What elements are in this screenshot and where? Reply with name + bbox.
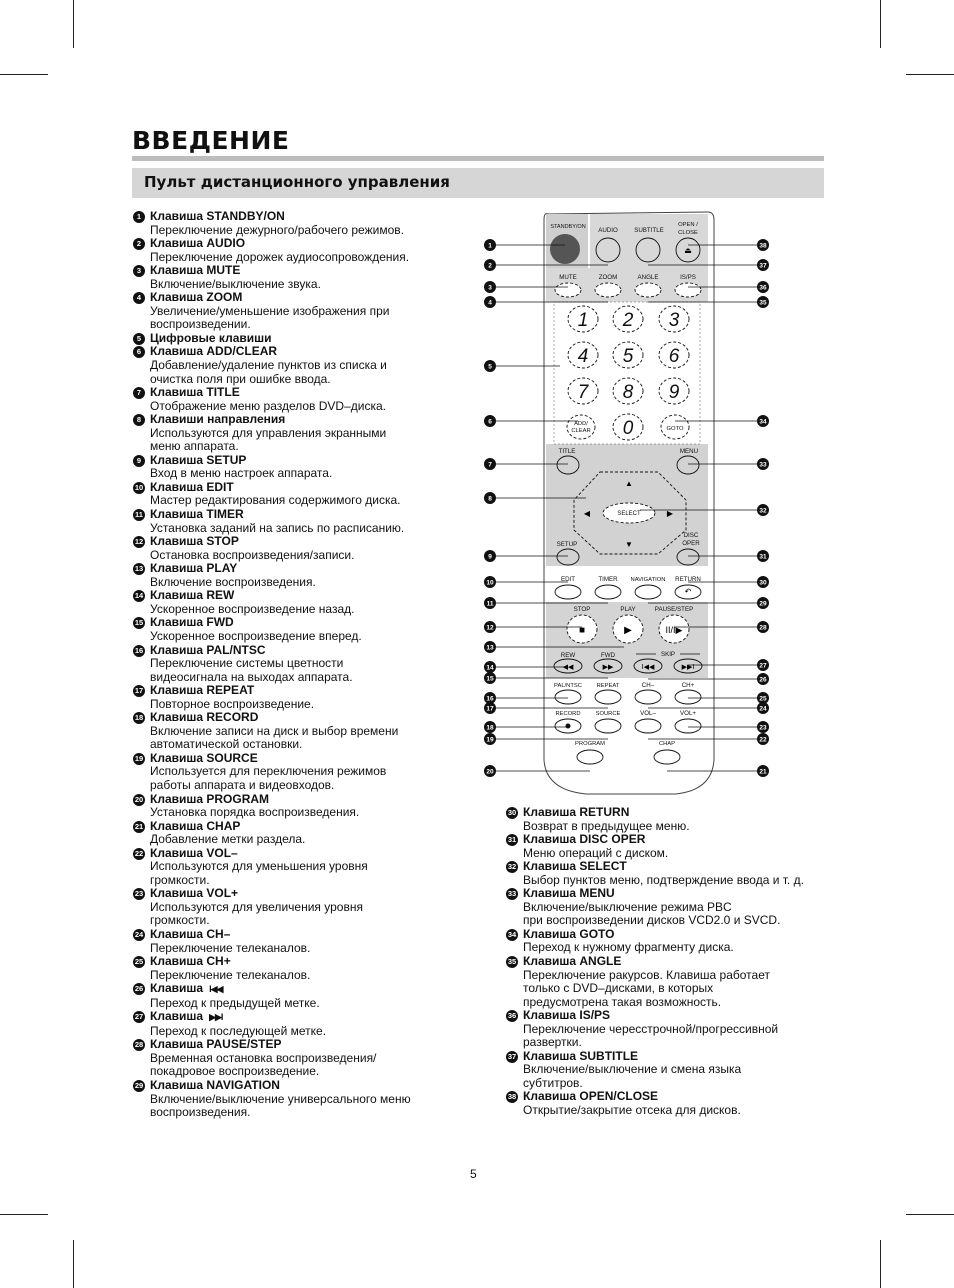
callout-number: 1 xyxy=(133,211,145,223)
callout-number: 21 xyxy=(759,768,767,776)
callout-number: 28 xyxy=(134,1040,144,1050)
callout-number: 8 xyxy=(488,495,492,503)
callout-number: 16 xyxy=(486,695,494,703)
item-title: Клавиша AUDIO xyxy=(150,236,246,251)
callout-number: 3 xyxy=(133,265,145,277)
item-title: Клавиша VOL+ xyxy=(150,886,239,901)
callout-number: 35 xyxy=(759,299,767,307)
item-title: Клавиша NAVIGATION xyxy=(150,1078,280,1092)
stop-icon: ■ xyxy=(578,625,586,636)
callout-number: 15 xyxy=(486,675,494,683)
skip-back-icon: I◀◀ xyxy=(209,984,223,995)
item-title: Клавиша MENU xyxy=(523,886,615,901)
item-description: видеосигнала на выходах аппарата. xyxy=(150,669,353,684)
digit-label: 6 xyxy=(668,346,680,367)
callout-number: 2 xyxy=(488,262,492,270)
item-description: Переключение телеканалов. xyxy=(150,940,311,955)
play-label: PLAY xyxy=(620,606,636,613)
callout-number: 13 xyxy=(486,644,494,652)
item-title: Клавиша SOURCE xyxy=(150,750,258,765)
item-title: Клавиша TIMER xyxy=(150,507,244,522)
item-description: Переход к нужному фрагменту диска. xyxy=(523,940,734,955)
item-title: Клавиша TITLE xyxy=(150,385,240,400)
page-heading: ВВЕДЕНИЕ xyxy=(132,126,290,155)
item-description: Используется для переключения режимов xyxy=(150,764,387,779)
skip-label: SKIP xyxy=(660,651,676,658)
callout-number: 12 xyxy=(486,624,494,632)
callout-number: 21 xyxy=(134,821,144,831)
arrow-left-icon: ◀ xyxy=(583,509,591,518)
callout-number: 23 xyxy=(759,724,767,732)
callout-number: 34 xyxy=(507,929,517,939)
ch-minus-label: CH– xyxy=(641,682,655,689)
stop-label: STOP xyxy=(573,606,591,613)
item-title: Клавиша REPEAT xyxy=(150,683,255,698)
digit-label: 8 xyxy=(622,382,634,403)
item-title: Клавиша FWD xyxy=(150,615,234,630)
item-description: Переключение дорожек аудиосопровождения. xyxy=(150,249,410,264)
item-description: автоматической остановки. xyxy=(150,737,303,752)
section-title: Пульт дистанционного управления xyxy=(144,173,450,191)
callout-number: 27 xyxy=(759,662,767,670)
callout-number: 4 xyxy=(133,292,145,304)
digit-label: 5 xyxy=(622,346,634,367)
callout-number: 6 xyxy=(133,346,145,358)
item-description: покадровое воспроизведение. xyxy=(150,1064,320,1079)
item-title: Клавиша CHAP xyxy=(150,818,241,833)
item-title: Клавиша REW xyxy=(150,588,235,603)
callout-number: 35 xyxy=(507,957,517,967)
callout-number: 11 xyxy=(133,509,145,521)
item-title: Клавиша PROGRAM xyxy=(150,791,270,806)
item-title: Клавиша VOL– xyxy=(150,845,238,860)
record-icon xyxy=(566,724,571,729)
callout-number: 3 xyxy=(488,284,492,292)
callout-number: 32 xyxy=(507,862,517,872)
callout-number: 16 xyxy=(134,645,144,655)
item-description: Добавление метки раздела. xyxy=(150,832,306,847)
item-description: воспроизведении. xyxy=(150,317,251,332)
program-label: PROGRAM xyxy=(575,741,605,747)
fwd-icon: ▶▶ xyxy=(602,664,614,671)
callout-number: 19 xyxy=(134,753,144,763)
callout-number: 11 xyxy=(486,600,494,608)
callout-number: 17 xyxy=(486,705,494,713)
item-description: Меню операций с диском. xyxy=(523,845,669,860)
pause-step-icon: II/I▶ xyxy=(665,625,683,635)
vol-minus-label: VOL– xyxy=(640,710,656,717)
item-description: Включение/выключение и смена языка xyxy=(523,1062,742,1077)
item-title: Клавиша IS/PS xyxy=(523,1008,611,1023)
callout-number: 31 xyxy=(507,835,517,845)
mute-label: MUTE xyxy=(559,274,577,281)
arrow-up-icon: ▲ xyxy=(625,479,633,488)
item-description: Переключение чересстрочной/прогрессивной xyxy=(523,1021,779,1036)
item-description: Включение/выключение универсального меню xyxy=(150,1091,411,1106)
callout-number: 23 xyxy=(134,889,144,899)
callout-number: 5 xyxy=(488,363,492,371)
item-description: Остановка воспроизведения/записи. xyxy=(150,547,355,562)
digit-label: 1 xyxy=(577,310,589,331)
arrow-down-icon: ▼ xyxy=(625,540,633,549)
callout-number: 32 xyxy=(759,507,767,515)
item-description: Ускоренное воспроизведение вперед. xyxy=(150,628,362,643)
callout-number: 9 xyxy=(133,455,145,467)
item-description: воспроизведения. xyxy=(150,1105,251,1120)
item-title: Клавиша EDIT xyxy=(150,479,234,494)
open-label: OPEN / xyxy=(678,222,698,228)
callout-number: 27 xyxy=(134,1012,144,1022)
navigation-label: NAVIGATION xyxy=(630,577,666,583)
item-description: Включение записи на диск и выбор времени xyxy=(150,723,399,738)
rew-icon: ◀◀ xyxy=(562,664,574,671)
callout-number: 34 xyxy=(759,418,767,426)
callout-number: 14 xyxy=(486,664,494,672)
callout-number: 33 xyxy=(507,889,517,899)
callout-number: 18 xyxy=(486,724,494,732)
item-description: Переход к предыдущей метке. xyxy=(150,995,320,1010)
item-title: Цифровые клавиши xyxy=(150,330,272,345)
item-title: Клавиша ANGLE xyxy=(523,954,622,969)
callout-number: 24 xyxy=(134,929,144,939)
callout-number: 12 xyxy=(134,537,144,547)
item-title: Клавиша ZOOM xyxy=(150,290,243,305)
zoom-label: ZOOM xyxy=(598,274,618,281)
callout-number: 10 xyxy=(134,482,144,492)
close-label: CLOSE xyxy=(678,230,698,236)
vol-plus-label: VOL+ xyxy=(680,710,696,717)
pal-ntsc-label: PAL/NTSC xyxy=(554,683,582,689)
callout-number: 5 xyxy=(133,333,145,345)
item-description: очистка поля при ошибке ввода. xyxy=(150,371,331,386)
callout-number: 7 xyxy=(488,461,492,469)
item-title: Клавиша PLAY xyxy=(150,561,238,576)
pause-step-label: PAUSE/STEP xyxy=(654,606,694,613)
item-title: Клавиша GOTO xyxy=(523,926,615,941)
callout-number: 1 xyxy=(488,242,492,250)
item-description: Установка заданий на запись по расписанию. xyxy=(150,520,405,535)
callout-number: 26 xyxy=(134,984,144,994)
item-description: субтитров. xyxy=(523,1075,583,1090)
callout-number: 29 xyxy=(134,1081,144,1090)
item-title: Клавиша ADD/CLEAR xyxy=(150,344,278,359)
callout-number: 37 xyxy=(759,262,767,270)
item-description: Переключение дежурного/рабочего режимов. xyxy=(150,222,404,237)
goto-label: GOTO xyxy=(666,426,684,432)
callout-number: 10 xyxy=(486,579,494,587)
skip-back-icon: I◀◀ xyxy=(641,664,655,671)
callout-number: 37 xyxy=(507,1051,517,1061)
item-description: Переход к последующей метке. xyxy=(150,1023,327,1038)
item-description: Отображение меню разделов DVD–диска. xyxy=(150,398,386,413)
disc-label: DISC xyxy=(683,532,699,539)
skip-forward-icon: ▶▶I xyxy=(209,1012,223,1023)
record-label: RECORD xyxy=(555,711,581,717)
callout-number: 2 xyxy=(133,238,145,250)
callout-number: 9 xyxy=(488,553,492,561)
setup-label: SETUP xyxy=(556,541,578,548)
return-icon: ↶ xyxy=(684,587,692,596)
item-title: Клавиша DISC OPER xyxy=(523,832,646,847)
callout-number: 29 xyxy=(759,600,767,608)
item-description: Включение/выключение звука. xyxy=(150,276,321,291)
item-description: при воспроизведении дисков VCD2.0 и SVCD. xyxy=(523,913,781,928)
standby-button-icon xyxy=(550,234,580,264)
add-label: ADD/ xyxy=(574,421,588,427)
item-title: Клавиша STOP xyxy=(150,534,239,549)
callout-number: 22 xyxy=(134,848,144,858)
callout-number: 6 xyxy=(488,418,492,426)
callout-number: 4 xyxy=(488,299,492,307)
callout-number: 13 xyxy=(134,564,144,574)
callout-number: 38 xyxy=(507,1092,517,1102)
digit-label: 2 xyxy=(622,310,634,331)
item-title: Клавиша ▶▶I xyxy=(150,1009,223,1024)
item-description: меню аппарата. xyxy=(150,439,239,454)
callout-number: 19 xyxy=(486,736,494,744)
callout-number: 24 xyxy=(759,705,767,713)
item-description: Используются для увеличения уровня xyxy=(150,899,363,914)
callout-number: 38 xyxy=(759,242,767,250)
digit-label: 4 xyxy=(577,346,589,367)
callout-number: 25 xyxy=(759,695,767,703)
item-title: Клавиша PAUSE/STEP xyxy=(150,1037,282,1052)
digit-label: 0 xyxy=(622,418,634,439)
callout-number: 7 xyxy=(133,387,145,399)
clear-label: CLEAR xyxy=(571,428,591,434)
item-description: Открытие/закрытие отсека для дисков. xyxy=(523,1103,741,1118)
callout-number: 36 xyxy=(759,284,767,292)
callout-number: 17 xyxy=(134,686,144,696)
item-description: Ускоренное воспроизведение назад. xyxy=(150,601,355,616)
item-title: Клавиша OPEN/CLOSE xyxy=(523,1089,659,1104)
item-description: Переключение ракурсов. Клавиша работает xyxy=(523,967,770,982)
callout-number: 28 xyxy=(759,624,767,632)
callout-number: 14 xyxy=(134,591,144,601)
skip-forward-icon: ▶▶I xyxy=(681,664,695,671)
item-title: Клавиши направления xyxy=(150,412,286,427)
item-description: Переключение телеканалов. xyxy=(150,967,311,982)
callout-number: 8 xyxy=(133,414,145,426)
callout-number: 36 xyxy=(507,1011,517,1021)
item-description: Установка порядка воспроизведения. xyxy=(150,805,360,820)
item-title: Клавиша RETURN xyxy=(523,805,630,819)
callout-number: 22 xyxy=(759,736,767,744)
angle-label: ANGLE xyxy=(637,274,659,281)
title-label: TITLE xyxy=(558,448,576,455)
item-description: Используются для уменьшения уровня xyxy=(150,859,368,874)
play-icon: ▶ xyxy=(624,625,632,636)
rew-label: REW xyxy=(560,652,576,659)
item-title: Клавиша SUBTITLE xyxy=(523,1048,639,1063)
fwd-label: FWD xyxy=(600,652,616,659)
edit-label: EDIT xyxy=(560,576,576,583)
item-title: Клавиша RECORD xyxy=(150,710,259,725)
item-description: Переключение системы цветности xyxy=(150,656,344,671)
item-description: Выбор пунктов меню, подтверждение ввода и т. д. xyxy=(523,872,804,887)
item-description: Повторное воспроизведение. xyxy=(150,696,315,711)
ch-plus-label: CH+ xyxy=(681,682,695,689)
digit-label: 7 xyxy=(577,382,589,403)
callout-number: 18 xyxy=(134,713,144,723)
mute-button xyxy=(555,283,581,297)
item-description: Включение/выключение режима PBC xyxy=(523,899,732,914)
item-title: Клавиша STANDBY/ON xyxy=(150,209,285,223)
item-description: громкости. xyxy=(150,872,210,887)
digit-label: 3 xyxy=(668,310,680,331)
item-description: Добавление/удаление пунктов из списка и xyxy=(150,358,387,373)
standby-label: STANDBY/ON xyxy=(550,224,586,230)
item-description: Мастер редактирования содержимого диска. xyxy=(150,493,401,508)
add-clear-button xyxy=(567,415,595,439)
item-description: предусмотрена такая возможность. xyxy=(523,994,722,1009)
chap-label: CHAP xyxy=(658,741,676,747)
oper-label: OPER xyxy=(682,540,700,547)
callout-number: 25 xyxy=(134,957,144,967)
audio-label: AUDIO xyxy=(598,227,618,234)
item-description: Используются для управления экранными xyxy=(150,425,387,440)
menu-label: MENU xyxy=(679,448,699,455)
return-label: RETURN xyxy=(675,576,701,583)
callout-number: 20 xyxy=(486,768,494,776)
item-title: Клавиша PAL/NTSC xyxy=(150,642,266,657)
item-description: громкости. xyxy=(150,913,210,928)
eject-icon: ⏏ xyxy=(684,246,692,255)
isps-button xyxy=(675,283,701,297)
item-title: Клавиша CH+ xyxy=(150,954,231,969)
callout-number: 20 xyxy=(134,794,144,804)
source-label: SOURCE xyxy=(595,711,621,717)
angle-button xyxy=(635,283,661,297)
callout-number: 26 xyxy=(759,676,767,684)
item-description: только с DVD–дисками, в которых xyxy=(523,981,714,996)
subtitle-label: SUBTITLE xyxy=(634,227,664,234)
callout-number: 30 xyxy=(759,579,767,587)
page-number: 5 xyxy=(470,1167,477,1181)
item-title: Клавиша SETUP xyxy=(150,452,247,467)
item-description: работы аппарата и видеовходов. xyxy=(150,777,335,792)
timer-label: TIMER xyxy=(598,576,618,583)
item-description: Увеличение/уменьшение изображения при xyxy=(150,303,390,318)
callout-number: 31 xyxy=(759,553,767,561)
item-title: Клавиша CH– xyxy=(150,926,231,941)
item-description: Включение воспроизведения. xyxy=(150,574,316,589)
zoom-button xyxy=(595,283,621,297)
item-title: Клавиша I◀◀ xyxy=(150,981,223,996)
isps-label: IS/PS xyxy=(680,274,696,281)
item-description: Возврат в предыдущее меню. xyxy=(523,818,690,833)
item-description: Временная остановка воспроизведения/ xyxy=(150,1050,377,1065)
item-description: Вход в меню настроек аппарата. xyxy=(150,466,333,481)
select-label: SELECT xyxy=(617,511,641,517)
digit-label: 9 xyxy=(668,382,680,403)
item-title: Клавиша SELECT xyxy=(523,859,627,874)
repeat-label: REPEAT xyxy=(596,683,620,689)
arrow-right-icon: ▶ xyxy=(666,509,674,518)
item-title: Клавиша MUTE xyxy=(150,263,241,278)
callout-number: 30 xyxy=(507,808,517,817)
callout-number: 33 xyxy=(759,461,767,469)
callout-number: 15 xyxy=(134,618,144,628)
item-description: развертки. xyxy=(523,1035,582,1050)
